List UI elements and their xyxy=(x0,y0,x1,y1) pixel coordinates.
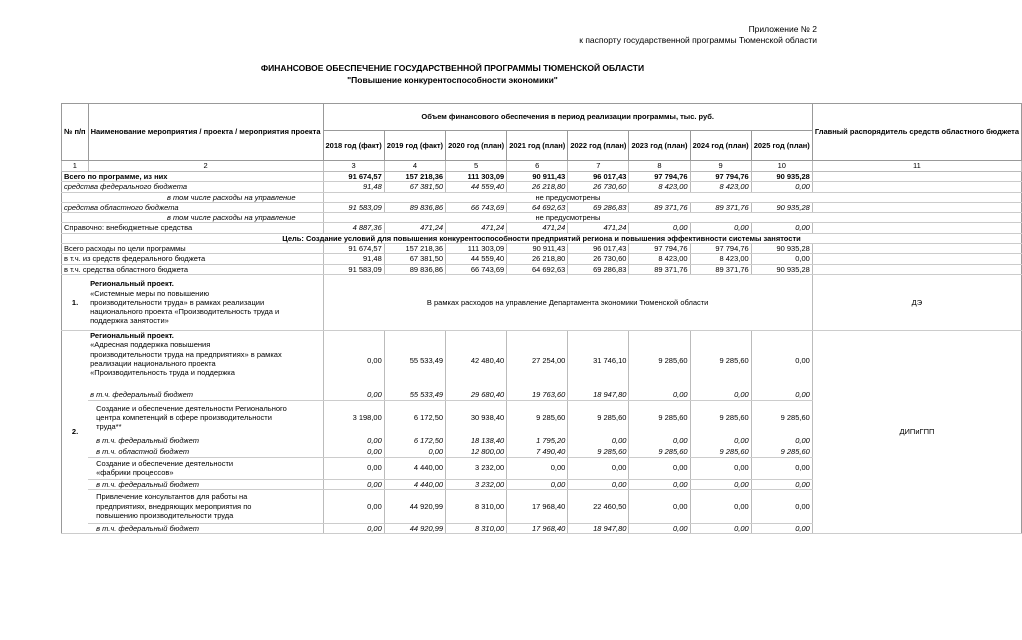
value-cell: 0,00 xyxy=(629,223,690,233)
value-cell: 9 285,60 xyxy=(751,447,812,457)
value-cell: 91 674,57 xyxy=(323,244,384,254)
value-cell: 8 423,00 xyxy=(690,254,751,264)
table-row-goal-reg xyxy=(62,264,1022,274)
row-note: не предусмотрены xyxy=(323,213,812,223)
value-cell: 90 911,43 xyxy=(507,172,568,182)
value-cell: 64 692,63 xyxy=(507,264,568,274)
value-cell: 90 935,28 xyxy=(751,264,812,274)
row-label: в т.ч. средства областного бюджета xyxy=(62,264,324,274)
value-cell: 3 198,00 xyxy=(323,400,384,434)
value-cell: 4 440,00 xyxy=(384,479,445,489)
value-cell: 44 920,99 xyxy=(384,523,445,533)
header-year: 2022 год (план) xyxy=(568,131,629,161)
row-label: средства федерального бюджета xyxy=(62,182,324,192)
value-cell: 0,00 xyxy=(568,434,629,447)
value-cell: 12 800,00 xyxy=(446,447,507,457)
project-description: «Системные меры по повышению производительности труда» в рамках реализации национального проекта «Производительность труда и поддержка занятости» xyxy=(90,288,280,326)
value-cell: 9 285,60 xyxy=(568,400,629,434)
value-cell: 89 836,86 xyxy=(384,264,445,274)
project-title: Региональный проект. xyxy=(90,279,174,289)
value-cell: 0,00 xyxy=(507,479,568,489)
value-cell: 44 559,40 xyxy=(446,254,507,264)
row-label: в т.ч. федеральный бюджет xyxy=(88,523,323,533)
value-cell: 44 559,40 xyxy=(446,182,507,192)
value-cell: 0,00 xyxy=(629,434,690,447)
value-cell: 0,00 xyxy=(323,330,384,390)
value-cell: 111 303,09 xyxy=(446,244,507,254)
row-label: средства областного бюджета xyxy=(62,202,324,212)
value-cell: 90 935,28 xyxy=(751,202,812,212)
value-cell: 64 692,63 xyxy=(507,202,568,212)
title-line-2: "Повышение конкурентоспособности экономики" xyxy=(347,75,558,85)
value-cell: 42 480,40 xyxy=(446,330,507,390)
col-number: 8 xyxy=(629,161,690,172)
value-cell: 69 286,83 xyxy=(568,202,629,212)
project-title: Региональный проект. xyxy=(90,330,174,340)
col-number: 10 xyxy=(751,161,812,172)
header-year: 2019 год (факт) xyxy=(384,131,445,161)
col-number: 2 xyxy=(88,161,323,172)
value-cell: 17 968,40 xyxy=(507,523,568,533)
value-cell: 9 285,60 xyxy=(629,330,690,390)
value-cell: 26 218,80 xyxy=(507,254,568,264)
col-number: 7 xyxy=(568,161,629,172)
header-year: 2021 год (план) xyxy=(507,131,568,161)
col-number: 5 xyxy=(446,161,507,172)
value-cell: 91,48 xyxy=(323,182,384,192)
financing-table xyxy=(61,103,1022,534)
value-cell: 97 794,76 xyxy=(629,172,690,182)
value-cell: 90 935,28 xyxy=(751,172,812,182)
value-cell: 471,24 xyxy=(568,223,629,233)
value-cell: 0,00 xyxy=(629,489,690,523)
col-number: 4 xyxy=(384,161,445,172)
value-cell: 0,00 xyxy=(568,457,629,479)
row-label: в т.ч. федеральный бюджет xyxy=(96,436,199,446)
value-cell: 89 371,76 xyxy=(690,202,751,212)
goal-heading: Цель: Создание условий для повышения конкурентоспособности предприятий региона и повышения эффективности системы занятости xyxy=(62,233,1022,243)
row-label: Всего по программе, из них xyxy=(62,172,324,182)
value-cell: 0,00 xyxy=(690,434,751,447)
value-cell: 0,00 xyxy=(690,390,751,400)
row-label: Создание и обеспечение деятельности «фабрики процессов» xyxy=(88,457,323,479)
value-cell: 18 138,40 xyxy=(446,434,507,447)
value-cell: 0,00 xyxy=(629,390,690,400)
table-row-reg-mgmt xyxy=(62,213,1022,223)
value-cell: 471,24 xyxy=(507,223,568,233)
header-year: 2023 год (план) xyxy=(629,131,690,161)
value-cell: 0,00 xyxy=(751,390,812,400)
header-admin: Главный распорядитель средств областного бюджета xyxy=(812,104,1021,161)
value-cell: 0,00 xyxy=(690,479,751,489)
table-row-goal xyxy=(62,233,1022,243)
value-cell: 0,00 xyxy=(751,457,812,479)
project-note: В рамках расходов на управление Департамента экономики Тюменской области xyxy=(323,274,812,330)
col-number: 3 xyxy=(323,161,384,172)
table-row-fed-mgmt xyxy=(62,192,1022,202)
header-name: Наименование мероприятия / проекта / мероприятия проекта xyxy=(88,104,323,161)
value-cell: 0,00 xyxy=(384,447,445,457)
col-number: 6 xyxy=(507,161,568,172)
value-cell: 0,00 xyxy=(323,479,384,489)
value-cell: 26 730,60 xyxy=(568,254,629,264)
row-label: в т.ч. из средств федерального бюджета xyxy=(62,254,324,264)
table-row-fed xyxy=(62,182,1022,192)
row-label: в т.ч. федеральный бюджет xyxy=(88,390,323,400)
value-cell: 8 310,00 xyxy=(446,489,507,523)
value-cell: 0,00 xyxy=(690,457,751,479)
value-cell: 18 947,80 xyxy=(568,523,629,533)
table-row-goal-total xyxy=(62,244,1022,254)
value-cell: 8 310,00 xyxy=(446,523,507,533)
value-cell: 0,00 xyxy=(751,434,812,447)
value-cell: 9 285,60 xyxy=(629,447,690,457)
value-cell: 0,00 xyxy=(690,523,751,533)
value-cell: 0,00 xyxy=(629,457,690,479)
value-cell: 0,00 xyxy=(751,182,812,192)
row-note: не предусмотрены xyxy=(323,192,812,202)
row-label: Создание и обеспечение деятельности Регионального центра компетенций в сфере производительности труда** xyxy=(96,403,287,432)
value-cell: 97 794,76 xyxy=(690,244,751,254)
value-cell: 9 285,60 xyxy=(690,400,751,434)
value-cell: 3 232,00 xyxy=(446,457,507,479)
project-2-cell xyxy=(88,330,323,390)
value-cell: 0,00 xyxy=(323,434,384,447)
value-cell: 44 920,99 xyxy=(384,489,445,523)
appendix-line-1: Приложение № 2 xyxy=(748,24,817,34)
table-row-project-2 xyxy=(62,330,1022,390)
row-label: в том числе расходы на управление xyxy=(62,213,324,223)
admin-cell: ДИПиГПП xyxy=(812,330,1021,533)
value-cell: 89 371,76 xyxy=(629,264,690,274)
value-cell: 7 490,40 xyxy=(507,447,568,457)
value-cell: 0,00 xyxy=(751,330,812,390)
value-cell: 90 935,28 xyxy=(751,244,812,254)
value-cell: 0,00 xyxy=(751,223,812,233)
value-cell: 67 381,50 xyxy=(384,254,445,264)
value-cell: 90 911,43 xyxy=(507,244,568,254)
value-cell: 0,00 xyxy=(323,457,384,479)
header-year: 2020 год (план) xyxy=(446,131,507,161)
table-row-reg xyxy=(62,202,1022,212)
value-cell: 0,00 xyxy=(568,479,629,489)
value-cell: 97 794,76 xyxy=(690,172,751,182)
table-row-total xyxy=(62,172,1022,182)
value-cell: 9 285,60 xyxy=(629,400,690,434)
col-number: 11 xyxy=(812,161,1021,172)
value-cell: 89 371,76 xyxy=(690,264,751,274)
header-num: № п/п xyxy=(62,104,89,161)
value-cell: 0,00 xyxy=(690,489,751,523)
value-cell: 157 218,36 xyxy=(384,172,445,182)
value-cell: 9 285,60 xyxy=(751,400,812,434)
value-cell: 31 746,10 xyxy=(568,330,629,390)
value-cell: 9 285,60 xyxy=(690,330,751,390)
value-cell: 0,00 xyxy=(323,447,384,457)
admin-cell: ДЭ xyxy=(812,274,1021,330)
value-cell: 91 583,09 xyxy=(323,202,384,212)
value-cell: 111 303,09 xyxy=(446,172,507,182)
value-cell: 97 794,76 xyxy=(629,244,690,254)
value-cell: 3 232,00 xyxy=(446,479,507,489)
row-label: Справочно: внебюджетные средства xyxy=(62,223,324,233)
header-volume: Объем финансового обеспечения в период реализации программы, тыс. руб. xyxy=(323,104,812,131)
value-cell: 0,00 xyxy=(751,489,812,523)
document-title xyxy=(0,62,905,86)
project-number: 2. xyxy=(62,330,89,533)
value-cell: 96 017,43 xyxy=(568,244,629,254)
value-cell: 8 423,00 xyxy=(629,254,690,264)
value-cell: 91 583,09 xyxy=(323,264,384,274)
value-cell: 0,00 xyxy=(323,523,384,533)
value-cell: 157 218,36 xyxy=(384,244,445,254)
value-cell: 96 017,43 xyxy=(568,172,629,182)
value-cell: 0,00 xyxy=(629,479,690,489)
project-description: «Адресная поддержка повышения производительности труда на предприятиях» в рамках реализации национального проекта «Производительность труда и поддержка xyxy=(90,340,282,378)
value-cell: 0,00 xyxy=(751,479,812,489)
value-cell: 66 743,69 xyxy=(446,264,507,274)
value-cell: 17 968,40 xyxy=(507,489,568,523)
value-cell: 8 423,00 xyxy=(690,182,751,192)
row-label: в том числе расходы на управление xyxy=(62,192,324,202)
value-cell: 91 674,57 xyxy=(323,172,384,182)
value-cell: 4 887,36 xyxy=(323,223,384,233)
table-row-project-1 xyxy=(62,274,1022,330)
table-row-goal-fed xyxy=(62,254,1022,264)
header-year: 2024 год (план) xyxy=(690,131,751,161)
col-number: 9 xyxy=(690,161,751,172)
header-year: 2018 год (факт) xyxy=(323,131,384,161)
row-label: Привлечение консультантов для работы на предприятиях, внедряющих мероприятия по повышению производительности труда xyxy=(88,489,323,523)
project-1-cell xyxy=(88,274,323,330)
value-cell: 55 533,49 xyxy=(384,330,445,390)
value-cell: 0,00 xyxy=(323,489,384,523)
value-cell: 9 285,60 xyxy=(690,447,751,457)
value-cell: 29 680,40 xyxy=(446,390,507,400)
project-number: 1. xyxy=(62,274,89,330)
appendix-line-2: к паспорту государственной программы Тюменской области xyxy=(579,35,817,45)
value-cell: 0,00 xyxy=(629,523,690,533)
value-cell: 1 795,20 xyxy=(507,434,568,447)
value-cell: 9 285,60 xyxy=(568,447,629,457)
value-cell: 9 285,60 xyxy=(507,400,568,434)
value-cell: 30 938,40 xyxy=(446,400,507,434)
header-year: 2025 год (план) xyxy=(751,131,812,161)
value-cell: 22 460,50 xyxy=(568,489,629,523)
value-cell: 471,24 xyxy=(446,223,507,233)
value-cell: 19 763,60 xyxy=(507,390,568,400)
row-label: Всего расходы по цели программы xyxy=(62,244,324,254)
value-cell: 0,00 xyxy=(690,223,751,233)
value-cell: 6 172,50 xyxy=(384,434,445,447)
value-cell: 91,48 xyxy=(323,254,384,264)
title-line-1: ФИНАНСОВОЕ ОБЕСПЕЧЕНИЕ ГОСУДАРСТВЕННОЙ ПРОГРАММЫ ТЮМЕНСКОЙ ОБЛАСТИ xyxy=(260,63,645,73)
table-row-extra xyxy=(62,223,1022,233)
row-label: в т.ч. областной бюджет xyxy=(88,447,323,457)
value-cell: 0,00 xyxy=(507,457,568,479)
value-cell: 0,00 xyxy=(323,390,384,400)
value-cell: 6 172,50 xyxy=(384,400,445,434)
value-cell: 18 947,80 xyxy=(568,390,629,400)
row-label: в т.ч. федеральный бюджет xyxy=(88,479,323,489)
value-cell: 0,00 xyxy=(751,523,812,533)
value-cell: 26 218,80 xyxy=(507,182,568,192)
value-cell: 69 286,83 xyxy=(568,264,629,274)
value-cell: 27 254,00 xyxy=(507,330,568,390)
value-cell: 66 743,69 xyxy=(446,202,507,212)
value-cell: 89 371,76 xyxy=(629,202,690,212)
appendix-note xyxy=(579,24,817,46)
value-cell: 67 381,50 xyxy=(384,182,445,192)
value-cell: 4 440,00 xyxy=(384,457,445,479)
value-cell: 8 423,00 xyxy=(629,182,690,192)
value-cell: 0,00 xyxy=(751,254,812,264)
col-number: 1 xyxy=(62,161,89,172)
value-cell: 55 533,49 xyxy=(384,390,445,400)
value-cell: 26 730,60 xyxy=(568,182,629,192)
value-cell: 89 836,86 xyxy=(384,202,445,212)
value-cell: 471,24 xyxy=(384,223,445,233)
